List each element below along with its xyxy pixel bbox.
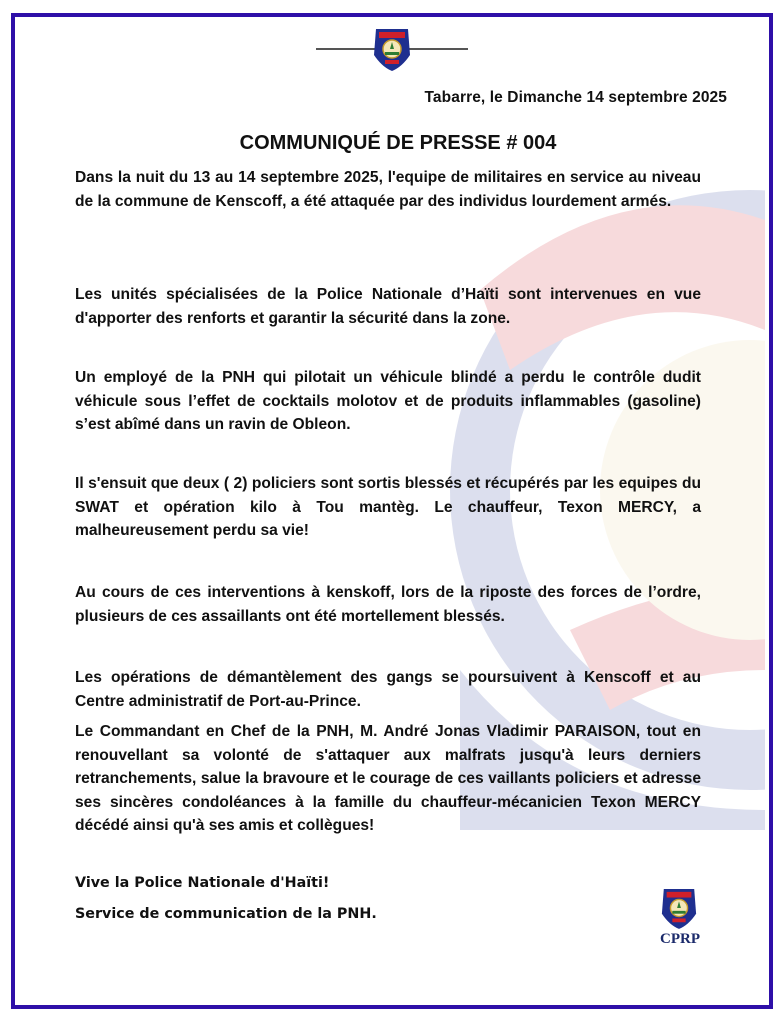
paragraph: Au cours de ces interventions à kenskoff, lors de la riposte des forces de l’ordre, plusieurs de ces assaillants ont été mortellement blessés. xyxy=(75,584,701,625)
pnh-badge-icon xyxy=(372,25,412,73)
paragraph: Il s'ensuit que deux ( 2) policiers sont sortis blessés et récupérés par les equipes du SWAT et opération kilo à Tou mantèg. Le chauffeur, Texon MERCY, a malheureusement perdu sa vie! xyxy=(75,475,701,539)
paragraph: Les opérations de démantèlement des gangs se poursuivent à Kenscoff et au Centre administratif de Port-au-Prince. xyxy=(75,669,701,710)
paragraph: Les unités spécialisées de la Police Nationale d’Haïti sont intervenues en vue d'apporter des renforts et garantir la sécurité dans la zone. xyxy=(75,286,701,327)
signature: Service de communication de la PNH. xyxy=(75,906,377,922)
closing-slogan: Vive la Police Nationale d'Haïti! xyxy=(75,875,330,891)
paragraph: Le Commandant en Chef de la PNH, M. André Jonas Vladimir PARAISON, tout en renouvellant sa volonté de s'attaquer aux malfrats jusqu'à leurs derniers retranchements, salue la bravoure et le courage de ces vaillants policiers et adresse ses sincères condoléances à la famille du chauffeur-mécanicien Texon MERCY décédé ainsi qu'à ses amis et collègues! xyxy=(75,723,701,834)
page-title: COMMUNIQUÉ DE PRESSE # 004 xyxy=(239,132,557,154)
paragraph: Dans la nuit du 13 au 14 septembre 2025, l'equipe de militaires en service au niveau de la commune de Kenscoff, a été attaquée par des individus lourdement armés. xyxy=(75,169,701,210)
cprp-badge-icon xyxy=(660,885,698,931)
paragraph: Un employé de la PNH qui pilotait un véhicule blindé a perdu le contrôle dudit véhicule sous l’effet de cocktails molotov et de produits inflammables (gasoline) s’est abîmé dans un ravin de Obleon. xyxy=(75,369,701,433)
date-line: Tabarre, le Dimanche 14 septembre 2025 xyxy=(424,89,727,106)
cprp-label: CPRP xyxy=(660,931,700,947)
